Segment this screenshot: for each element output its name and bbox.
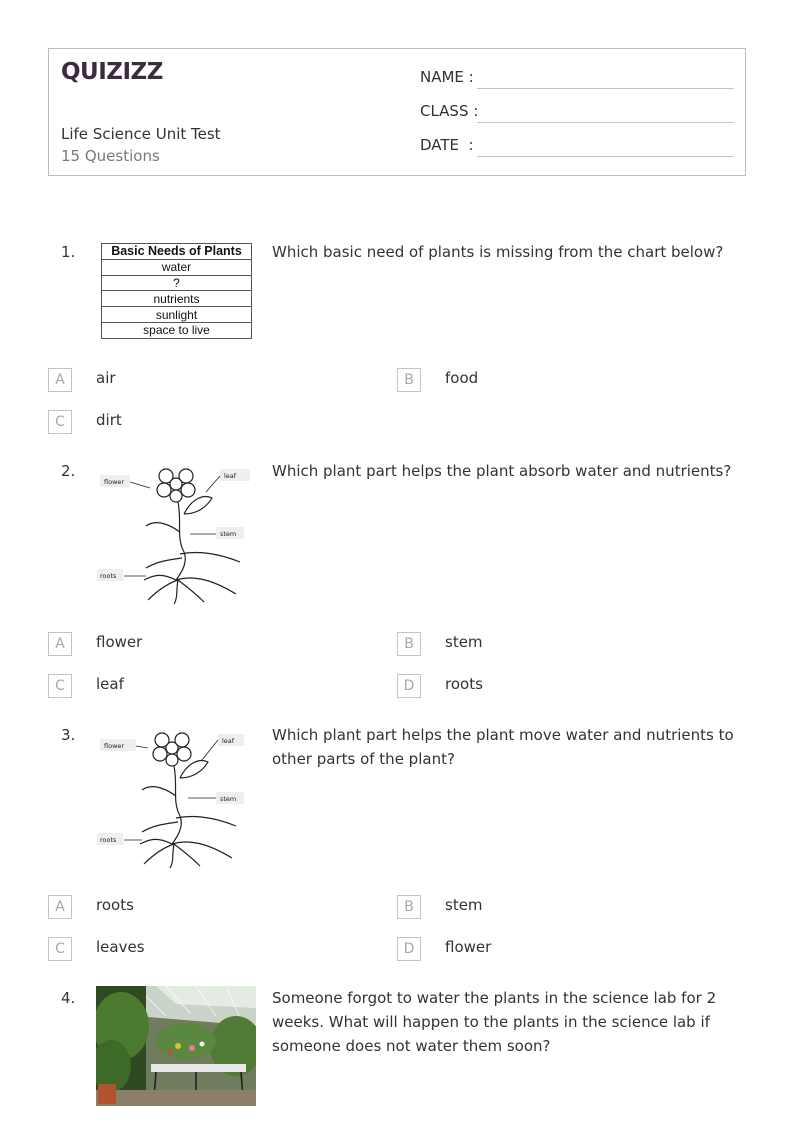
option-text: food	[445, 369, 479, 387]
name-line	[477, 88, 734, 89]
option-letter: D	[397, 674, 421, 698]
quizizz-logo: QUIZIZZ	[61, 59, 163, 85]
class-label: CLASS :	[420, 102, 479, 120]
option-letter: B	[397, 632, 421, 656]
option-letter: B	[397, 895, 421, 919]
option-letter: C	[48, 937, 72, 961]
diagram-label-roots: roots	[100, 572, 117, 580]
name-field[interactable]	[420, 68, 734, 92]
option-text: roots	[96, 896, 134, 914]
diagram-label-leaf: leaf	[224, 472, 237, 480]
diagram-label-leaf: leaf	[222, 737, 235, 745]
question-count: 15 Questions	[61, 147, 160, 165]
option-text: flower	[96, 633, 143, 651]
diagram-label-flower: flower	[104, 478, 125, 486]
question-3-text: Which plant part helps the plant move water and nutrients to other parts of the plant?	[272, 726, 734, 768]
option-letter: C	[48, 410, 72, 434]
question-1-number: 1.	[61, 243, 76, 261]
greenhouse-photo	[96, 986, 256, 1106]
option-text: stem	[445, 896, 483, 914]
class-line	[477, 122, 734, 123]
option-letter: C	[48, 674, 72, 698]
diagram-label-roots: roots	[100, 836, 117, 844]
date-label: DATE :	[420, 136, 474, 154]
date-line	[477, 156, 734, 157]
name-label: NAME :	[420, 68, 474, 86]
table-row: nutrients	[102, 291, 252, 307]
question-3-number: 3.	[61, 726, 76, 744]
table-row: water	[102, 259, 252, 275]
option-letter: A	[48, 895, 72, 919]
option-text: dirt	[96, 411, 122, 429]
option-text: stem	[445, 633, 483, 651]
table-header: Basic Needs of Plants	[102, 244, 252, 260]
question-2-text: Which plant part helps the plant absorb water and nutrients?	[272, 462, 732, 480]
test-title: Life Science Unit Test	[61, 125, 221, 143]
option-letter: D	[397, 937, 421, 961]
option-text: roots	[445, 675, 483, 693]
option-letter: A	[48, 368, 72, 392]
basic-needs-table	[101, 243, 252, 339]
option-letter: A	[48, 632, 72, 656]
question-1-text: Which basic need of plants is missing from the chart below?	[272, 243, 724, 261]
option-text: leaves	[96, 938, 145, 956]
table-row: ?	[102, 275, 252, 291]
plant-parts-diagram	[96, 726, 256, 870]
question-4-text: Someone forgot to water the plants in the science lab for 2 weeks. What will happen to the plants in the science lab if someone does not water them soon?	[272, 989, 717, 1055]
diagram-label-stem: stem	[220, 530, 237, 538]
option-letter: B	[397, 368, 421, 392]
diagram-label-flower: flower	[104, 742, 125, 750]
option-text: flower	[445, 938, 492, 956]
option-text: leaf	[96, 675, 124, 693]
table-row: space to live	[102, 322, 252, 338]
class-field[interactable]	[420, 102, 734, 126]
option-text: air	[96, 369, 116, 387]
question-2-number: 2.	[61, 462, 76, 480]
plant-parts-diagram	[96, 462, 256, 606]
date-field[interactable]	[420, 136, 734, 160]
diagram-label-stem: stem	[220, 795, 237, 803]
worksheet-header	[48, 48, 746, 176]
question-4-number: 4.	[61, 989, 76, 1007]
table-row: sunlight	[102, 307, 252, 323]
